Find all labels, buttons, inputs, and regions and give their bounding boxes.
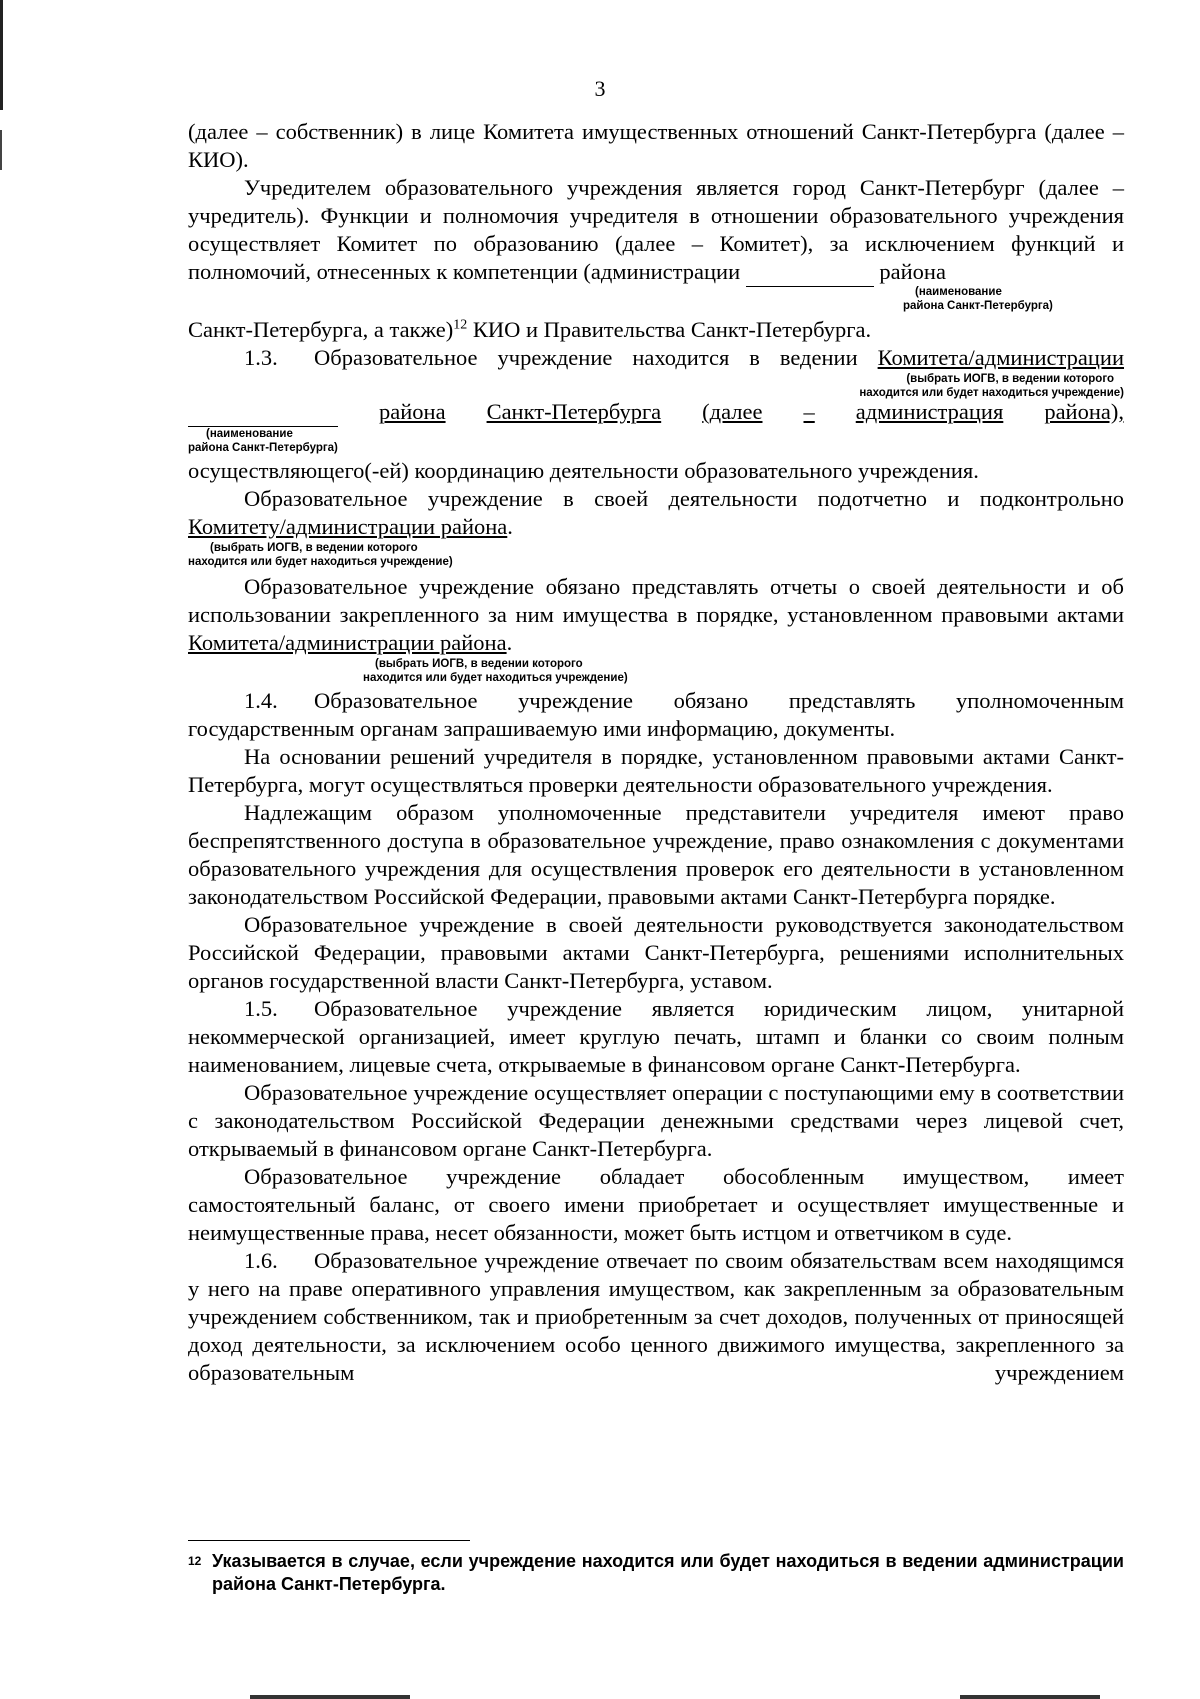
district-line: района Санкт-Петербурга (далее – администрация района), xyxy=(188,398,1124,427)
paragraph-text: Учредителем образовательного учреждения является город Санкт-Петербург (далее – учредитель). Функции и полномочия учредителя в отношении образовательного учреждения осуществляет Комитет по образованию (далее – Комитет), за исключением функций и полномочий, отнесенных к компетенции (администрации xyxy=(188,175,1124,284)
field-hint: (выбрать ИОГВ, в ведении которого находится или будет находиться учреждение) xyxy=(859,373,1124,399)
section-number: 1.6. xyxy=(244,1248,278,1273)
blank-field xyxy=(188,398,338,427)
agency-choice: Комитета/администрации района xyxy=(188,630,507,655)
scan-edge-mark xyxy=(0,130,2,170)
scan-bottom-mark xyxy=(960,1695,1100,1699)
field-hint: (выбрать ИОГВ, в ведении которого находится или будет находиться учреждение) xyxy=(363,658,628,684)
footnote-separator xyxy=(188,1540,470,1541)
footnote-ref[interactable]: 12 xyxy=(453,317,468,333)
footnote-mark: 12 xyxy=(188,1554,202,1568)
paragraph xyxy=(188,174,1124,287)
paragraph: Образовательное учреждение осуществляет операции с поступающими ему в соответствии с законодательством Российской Федерации денежными средствами через лицевой счет, открываемый в финансовом органе Санкт-Петербурга. xyxy=(188,1080,1124,1161)
paragraph: Образовательное учреждение в своей деятельности подотчетно и подконтрольно Комитету/администрации района. xyxy=(188,486,1124,539)
paragraph: Образовательное учреждение обязано представлять отчеты о своей деятельности и об использовании закрепленного за ним имущества в порядке, установленном правовыми актами Комитета/администрации района. xyxy=(188,574,1124,655)
scan-bottom-mark xyxy=(250,1695,410,1699)
paragraph: Образовательное учреждение обладает обособленным имуществом, имеет самостоятельный баланс, от своего имени приобретает и осуществляет имущественные и неимущественные права, несет обязанности, может быть истцом и ответчиком в суде. xyxy=(188,1164,1124,1245)
paragraph: Надлежащим образом уполномоченные представители учредителя имеют право беспрепятственного доступа в образовательное учреждение, право ознакомления с документами образовательного учреждения для осуществления проверок его деятельности в установленном законодательством Российской Федерации, правовыми актами Санкт-Петербурга порядке. xyxy=(188,800,1124,909)
field-hint: (наименование района Санкт-Петербурга) xyxy=(903,286,1053,312)
section-1-4: 1.4. Образовательное учреждение обязано представлять уполномоченным государственным органам запрашиваемую ими информацию, документы. xyxy=(188,688,1124,741)
agency-choice: Комитету/администрации района xyxy=(188,514,508,539)
page-number: 3 xyxy=(594,76,606,101)
section-number: 1.5. xyxy=(244,996,278,1021)
section-1-6: 1.6. Образовательное учреждение отвечает по своим обязательствам всем находящимся у него на праве оперативного управления имуществом, как закрепленным за образовательным учреждением собственником, так и приобретенным за счет доходов, полученных от приносящей доход деятельности, за исключением особо ценного движимого имущества, закрепленного за образовательным учреждением xyxy=(188,1248,1124,1385)
agency-choice: Комитета/администрации xyxy=(877,345,1125,370)
document-body xyxy=(188,118,1124,1387)
paragraph: Образовательное учреждение в своей деятельности руководствуется законодательством Российской Федерации, правовыми актами Санкт-Петербурга, решениями исполнительных органов государственной власти Санкт-Петербурга, уставом. xyxy=(188,912,1124,993)
paragraph: (далее – собственник) в лице Комитета имущественных отношений Санкт-Петербурга (далее – КИО). xyxy=(188,119,1124,172)
footnote xyxy=(188,1550,1124,1596)
section-number: 1.3. xyxy=(244,345,278,370)
paragraph: На основании решений учредителя в порядке, установленном правовыми актами Санкт-Петербурга, могут осуществляться проверки деятельности образовательного учреждения. xyxy=(188,744,1124,797)
paragraph-text: района xyxy=(879,259,946,284)
paragraph: Санкт-Петербурга, а также)$^{12}$ КИО и Правительства Санкт-Петербурга. xyxy=(188,317,872,342)
section-1-3: 1.3. Образовательное учреждение находится в ведении Комитета/администрации xyxy=(244,345,1125,370)
section-number: 1.4. xyxy=(244,688,278,713)
paragraph: осуществляющего(-ей) координацию деятельности образовательного учреждения. xyxy=(188,458,979,483)
footnote-text: Указывается в случае, если учреждение находится или будет находиться в ведении администрации района Санкт-Петербурга. xyxy=(212,1551,1124,1594)
section-1-5: 1.5. Образовательное учреждение является юридическим лицом, унитарной некоммерческой организацией, имеет круглую печать, штамп и бланки со своим полным наименованием, лицевые счета, открываемые в финансовом органе Санкт-Петербурга. xyxy=(188,996,1124,1077)
blank-field xyxy=(746,258,874,287)
field-hint: (выбрать ИОГВ, в ведении которого находится или будет находиться учреждение) xyxy=(188,542,453,568)
field-hint: (наименование района Санкт-Петербурга) xyxy=(188,428,338,454)
